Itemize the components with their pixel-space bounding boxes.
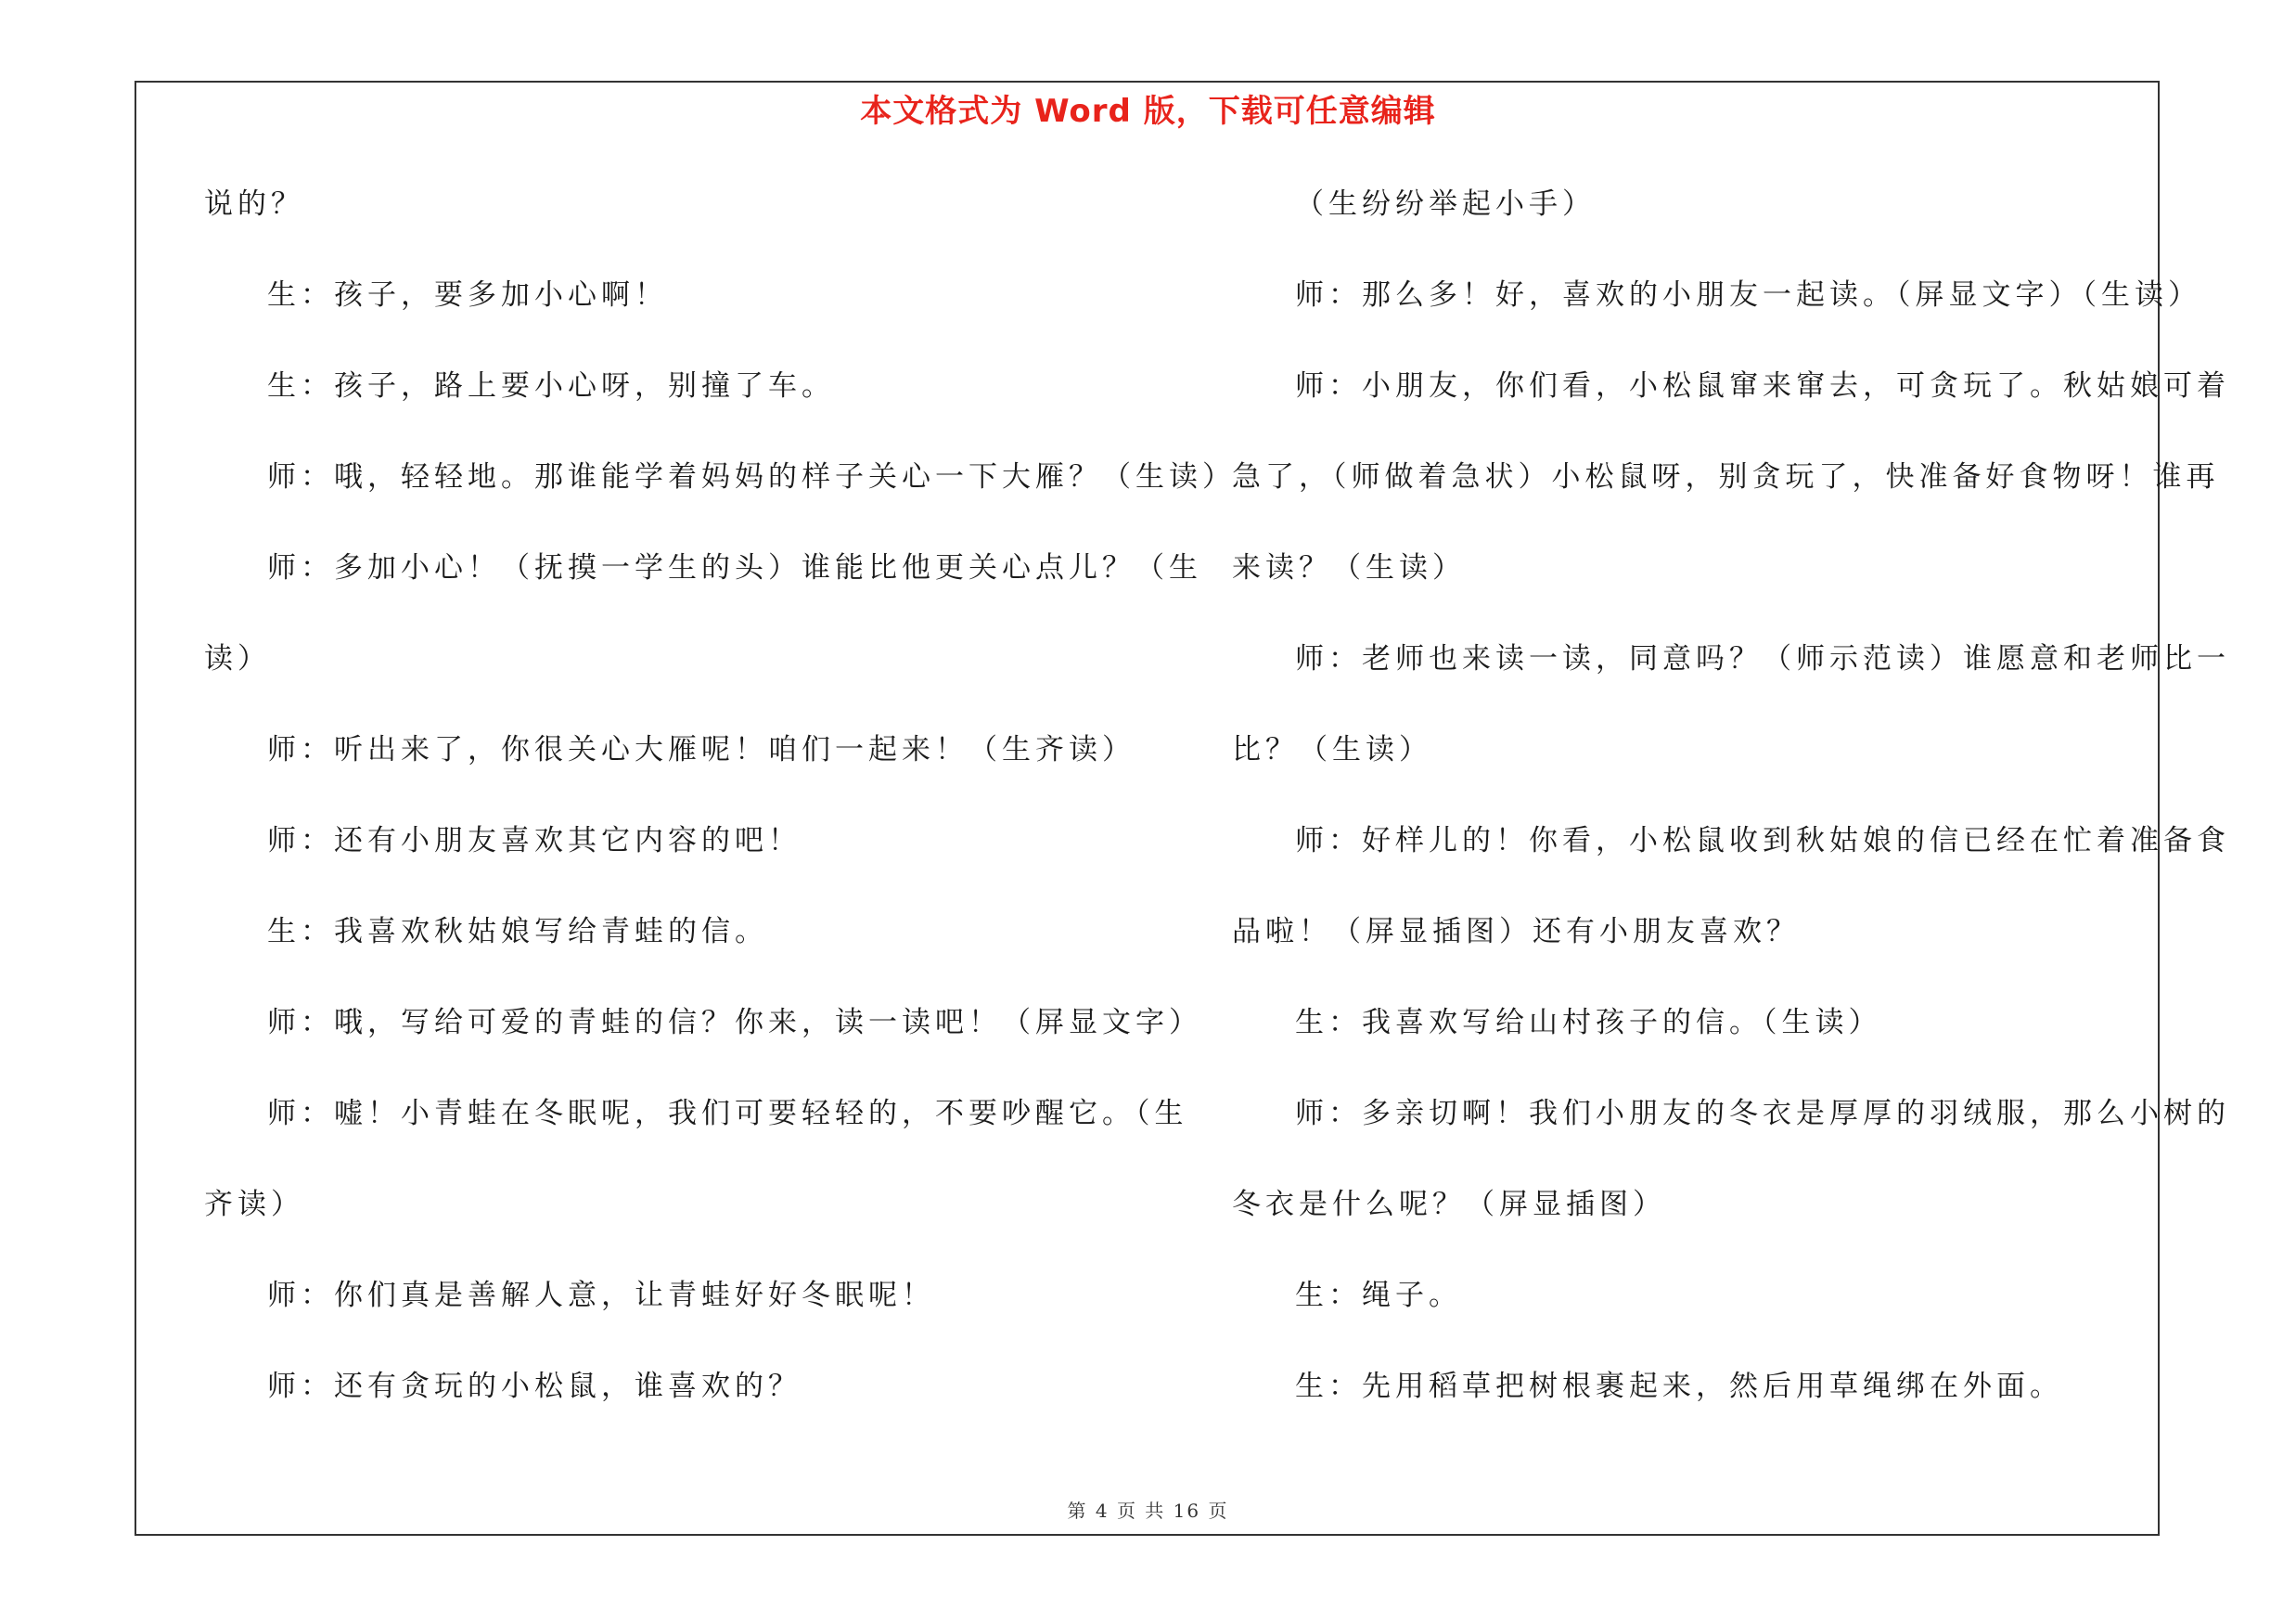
paragraph-line: 生：我喜欢写给山村孩子的信。（生读）: [1295, 1006, 1882, 1039]
paragraph-line: 来读？（生读）: [1232, 551, 1466, 585]
paragraph-line: 说的？: [204, 187, 304, 221]
paragraph-line: 生：孩子，路上要小心呀，别撞了车。: [267, 369, 835, 403]
paragraph-line: 师：那么多！好，喜欢的小朋友一起读。（屏显文字）（生读）: [1295, 278, 2201, 312]
document-header-title: 本文格式为 Word 版，下载可任意编辑: [860, 93, 1436, 130]
paragraph-line: 师：小朋友，你们看，小松鼠窜来窜去，可贪玩了。秋姑娘可着: [1295, 369, 2230, 403]
paragraph-line: 师：老师也来读一读，同意吗？（师示范读）谁愿意和老师比一: [1295, 642, 2230, 676]
paragraph-line: 读）: [204, 642, 271, 676]
paragraph-line: 师：你们真是善解人意，让青蛙好好冬眠呢！: [267, 1279, 935, 1312]
paragraph-line: （生纷纷举起小手）: [1295, 187, 1596, 221]
paragraph-line: 师：多亲切啊！我们小朋友的冬衣是厚厚的羽绒服，那么小树的: [1295, 1097, 2230, 1130]
paragraph-line: 生：我喜欢秋姑娘写给青蛙的信。: [267, 915, 768, 948]
paragraph-line: 急了，（师做着急状）小松鼠呀，别贪玩了，快准备好食物呀！谁再: [1232, 460, 2220, 494]
paragraph-line: 师：嘘！小青蛙在冬眠呢，我们可要轻轻的，不要吵醒它。（生: [267, 1097, 1188, 1130]
paragraph-line: 师：还有小朋友喜欢其它内容的吧！: [267, 824, 802, 857]
paragraph-line: 齐读）: [204, 1188, 304, 1221]
paragraph-line: 比？（生读）: [1232, 733, 1432, 766]
paragraph-line: 生：绳子。: [1295, 1279, 1462, 1312]
paragraph-line: 师：还有贪玩的小松鼠，谁喜欢的？: [267, 1370, 802, 1403]
paragraph-line: 师：好样儿的！你看，小松鼠收到秋姑娘的信已经在忙着准备食: [1295, 824, 2230, 857]
paragraph-line: 师：哦，写给可爱的青蛙的信？你来，读一读吧！（屏显文字）: [267, 1006, 1202, 1039]
paragraph-line: 生：先用稻草把树根裹起来，然后用草绳绑在外面。: [1295, 1370, 2063, 1403]
paragraph-line: 品啦！（屏显插图）还有小朋友喜欢？: [1232, 915, 1800, 948]
paragraph-line: 师：听出来了，你很关心大雁呢！咱们一起来！（生齐读）: [267, 733, 1135, 766]
paragraph-line: 生：孩子，要多加小心啊！: [267, 278, 668, 312]
paragraph-line: 冬衣是什么呢？（屏显插图）: [1232, 1188, 1666, 1221]
paragraph-line: 师：多加小心！（抚摸一学生的头）谁能比他更关心点儿？（生: [267, 551, 1202, 585]
paragraph-line: 师：哦，轻轻地。那谁能学着妈妈的样子关心一下大雁？（生读）: [267, 460, 1236, 494]
page-number-footer: 第 4 页 共 16 页: [1067, 1500, 1229, 1522]
